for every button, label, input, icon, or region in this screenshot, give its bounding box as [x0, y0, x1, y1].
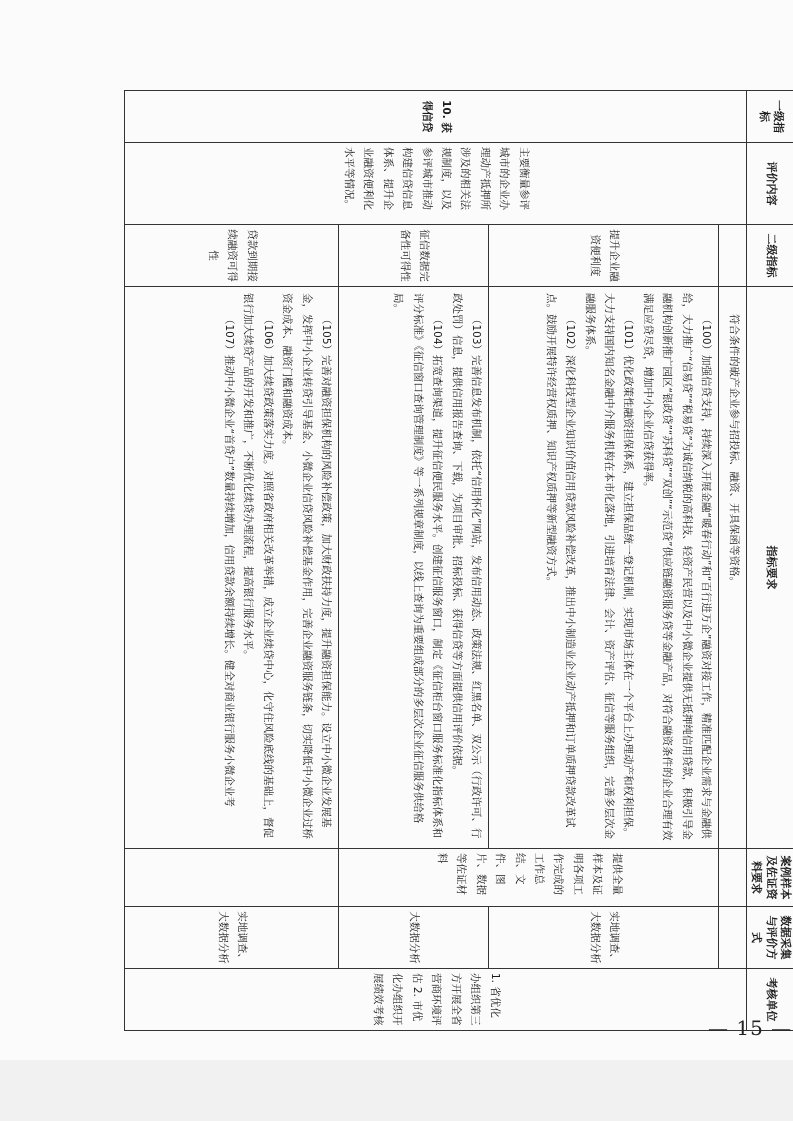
requirement-text: 符合条件的破产企业参与招投标、融资、开具保函等资格。 — [728, 314, 741, 587]
header-method: 数据采集与评价方式 — [747, 907, 793, 969]
table-row — [719, 91, 747, 1031]
page-number: — 15 — — [708, 1016, 793, 1040]
requirement-cell — [339, 287, 489, 849]
requirement-item: （100）加强信贷支持，持续深入开展金融“暖春行动”和“百行进万企”融资对接工作，精准匹配企业需求与金融供给，大力推广“信易贷”“税易贷”为诚信纳税的高科技、轻资产民营以及中小微企业提供无抵押纯信用贷款，积极引导金融机构创新推广园区“银政贷”“苏科贷”“双创”“示范贷”供应链融资服务贷等金融产品，对符合融资条件的企业合理有效满足应贷尽贷，增加中小企业信贷获得率。 — [641, 293, 713, 841]
requirement-cell — [125, 287, 339, 849]
requirement-cell — [489, 287, 719, 849]
requirement-item: （107）推动中小微企业“首贷户”数量持续增加，信用贷款余额持续增长。健全对商业银行服务小微企业考 — [223, 314, 235, 807]
header-level1: 一级指标 — [747, 91, 793, 143]
method-cell: 大数据分析 — [339, 907, 489, 969]
header-unit: 考核单位 — [747, 969, 793, 1031]
header-requirement: 指标要求 — [747, 287, 793, 849]
requirement-item: （102）深化科技型企业知识价值信用贷款风险补偿改革，推出中小制造业企业动产抵押和订单质押贷款改革试点。鼓励开展特许经营权质押、知识产权质押等新型融资方式。 — [544, 293, 577, 828]
table-header-row — [747, 91, 793, 1031]
method-cell: 实地调查、大数据分析 — [125, 907, 339, 969]
rotated-table-container — [135, 90, 793, 1030]
requirement-item: （105）完善对融资担保机构的风险补偿政策，加大财政扶持力度，提升融资担保能力。设立中小微企业发展基金，发挥中小企业转贷引导基金、小微企业信贷风险补偿基金作用，完善企业融资服务链条，切实降低中小微企业过桥资金成本、融资门槛和融资成本。 — [281, 293, 333, 839]
header-content: 评价内容 — [747, 143, 793, 225]
method-cell: 实地调查、大数据分析 — [489, 907, 719, 969]
evaluation-table — [124, 90, 793, 1031]
content-cell: 主要衡量参评城市的企业办理动产抵押所涉及的相关法规制度，以及参评城市推动构建信贷信息体系、提升企业融资便利化水平等情况。 — [125, 143, 747, 225]
material-cell: 提供全量样本及证明各项工作完成的工作总结、文件、图片、数据等佐证材料 — [339, 849, 719, 907]
table-row — [125, 91, 339, 1031]
requirement-item: （103）完善信息发布机制，依托“信用怀化”网站，发布信用动态、政策法规、红黑名单、双公示（行政许可、行政处罚）信息，提供信用报告查询、下载，为项目审批、招标投标、获得信贷等方面提供信用评价依据。 — [450, 293, 483, 839]
level2-cell-empty — [719, 225, 747, 287]
scan-footer-band — [0, 1060, 793, 1121]
level2-cell: 征信数据完备性可得性 — [339, 225, 489, 287]
material-cell-empty — [719, 849, 747, 907]
requirement-item: （106）加大续贷政策落实力度。对照省政府相关改革举措，成立企业续贷中心，化守住风险底线的基础上，督促银行加大续贷产品的开发和推广，不断优化续贷办理流程，提高银行服务水平。 — [242, 293, 274, 839]
header-material: 案例样本及佐证资料要求 — [747, 849, 793, 907]
requirement-item: （101）优化政策性融资担保体系，建立担保品统一登记机制，实现市场主体在一个平台上办理动产和权利担保。大力支持国内知名金融中介服务机构在本市化落地，引进培育法律、会计、资产评估、征信等服务组织，完善多层次金融服务体系。 — [583, 293, 635, 839]
unit-cell: 1. 省优化办组织第三方开展全省营商环境评估 2. 市优化办组织开展绩效考核 — [125, 969, 747, 1031]
header-level2: 二级指标 — [747, 225, 793, 287]
level1-cell: 10. 获得信贷 — [125, 91, 747, 143]
level2-cell: 提升企业融资便利度 — [489, 225, 719, 287]
table-row — [489, 91, 719, 1031]
requirement-cell-top — [719, 287, 747, 849]
method-cell-empty — [719, 907, 747, 969]
requirement-item: （104）拓宽查询渠道，提升征信便民服务水平。创建征信服务窗口，制定《征信柜台窗口服务标准化指标体系和评分标准》《征信窗口查询管理制度》等一系列规章制度，以线上查询为重要组成部分的多层次企业征信服务供给格局。 — [392, 293, 444, 839]
material-cell — [125, 849, 339, 907]
level2-cell: 贷款到期接续融资可得性 — [125, 225, 339, 287]
